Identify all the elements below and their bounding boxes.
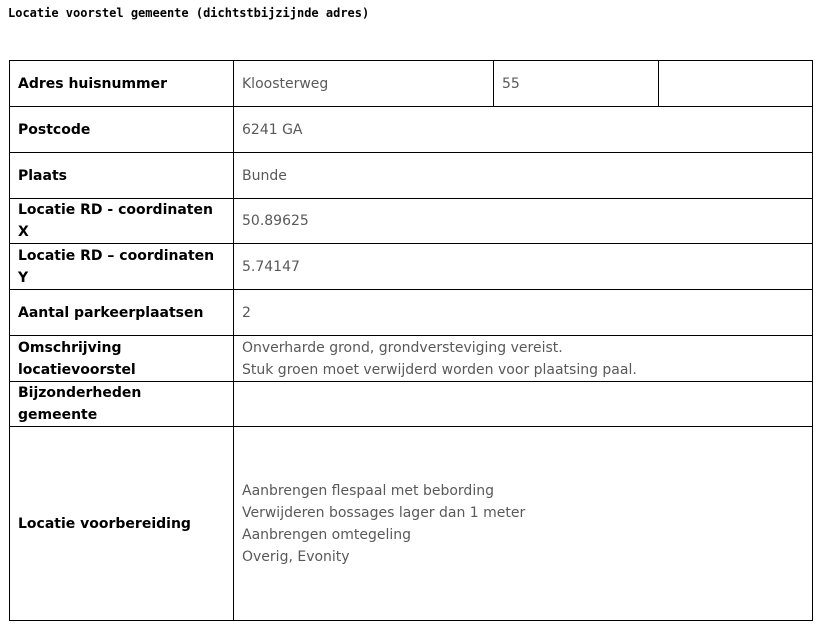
- omschrijving-value-line: Onverharde grond, grondversteviging vereist.: [242, 339, 563, 356]
- omschrijving-label-line: locatievoorstel: [18, 361, 136, 378]
- house-number-value: 55: [494, 61, 659, 107]
- plaats-label: Plaats: [10, 153, 234, 199]
- row-coord-y: [10, 244, 813, 290]
- bijzonderheden-value: [234, 382, 813, 427]
- parkeer-label: Aantal parkeerplaatsen: [10, 290, 234, 336]
- voorbereiding-value-line: Aanbrengen omtegeling: [242, 526, 412, 543]
- omschrijving-value: [234, 336, 813, 382]
- postcode-label: Postcode: [10, 107, 234, 153]
- row-parkeer: [10, 290, 813, 336]
- omschrijving-value-line: Stuk groen moet verwijderd worden voor plaatsing paal.: [242, 361, 637, 378]
- address-label: Adres huisnummer: [10, 61, 234, 107]
- location-table: [9, 60, 813, 621]
- bijzonderheden-label: Bijzonderheden gemeente: [10, 382, 234, 427]
- omschrijving-label-line: Omschrijving: [18, 339, 122, 356]
- parkeer-value: 2: [234, 290, 813, 336]
- form-heading: Locatie voorstel gemeente (dichtstbijzijnde adres): [8, 6, 370, 20]
- row-voorbereiding: [10, 427, 813, 621]
- street-value: Kloosterweg: [234, 61, 494, 107]
- voorbereiding-value: [234, 427, 813, 621]
- voorbereiding-value-line: Aanbrengen flespaal met bebording: [242, 482, 494, 499]
- row-plaats: [10, 153, 813, 199]
- omschrijving-label: [10, 336, 234, 382]
- coord-x-value: 50.89625: [234, 199, 813, 244]
- postcode-value: 6241 GA: [234, 107, 813, 153]
- address-extra-cell: [659, 61, 813, 107]
- row-omschrijving: [10, 336, 813, 382]
- row-coord-x: [10, 199, 813, 244]
- voorbereiding-label: Locatie voorbereiding: [10, 427, 234, 621]
- row-postcode: [10, 107, 813, 153]
- row-address: [10, 61, 813, 107]
- plaats-value: Bunde: [234, 153, 813, 199]
- row-bijzonderheden: [10, 382, 813, 427]
- voorbereiding-value-line: Overig, Evonity: [242, 548, 350, 565]
- coord-y-value: 5.74147: [234, 244, 813, 290]
- voorbereiding-value-line: Verwijderen bossages lager dan 1 meter: [242, 504, 526, 521]
- coord-y-label: Locatie RD – coordinaten Y: [10, 244, 234, 290]
- coord-x-label: Locatie RD - coordinaten X: [10, 199, 234, 244]
